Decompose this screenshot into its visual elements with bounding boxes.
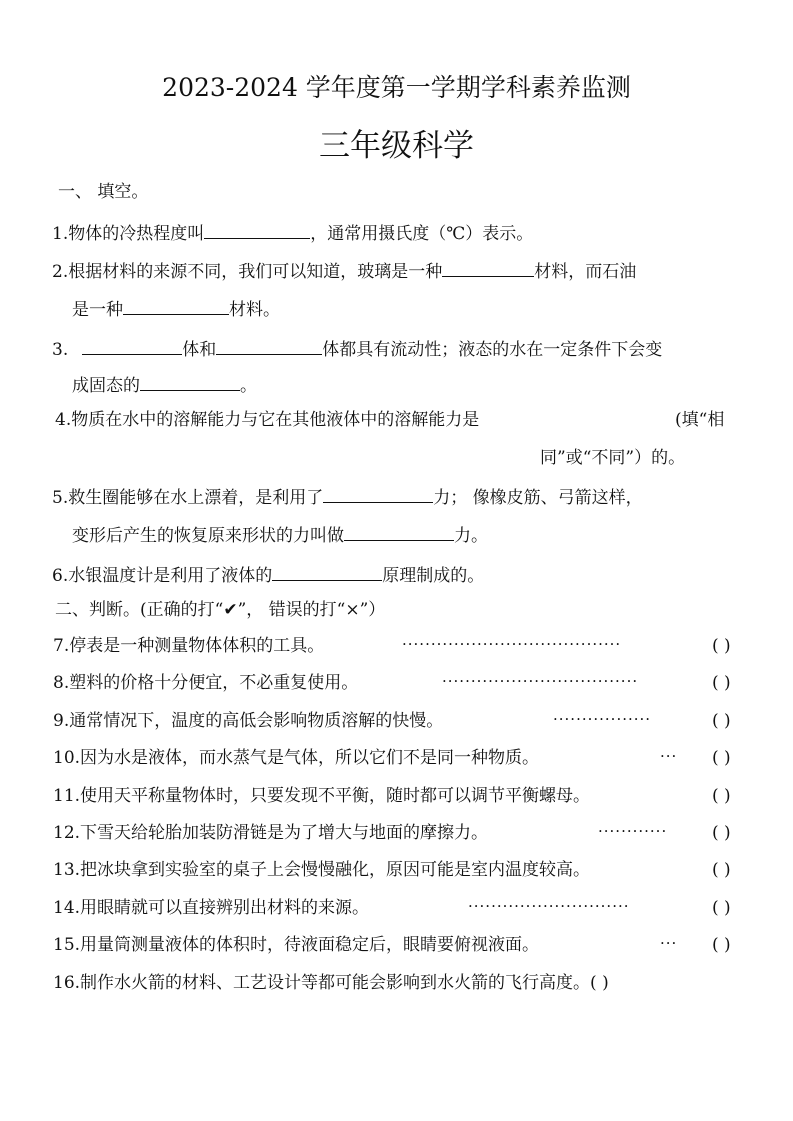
answer-parentheses[interactable]: ( ) xyxy=(712,711,731,731)
q3-text-c: 体都具有流动性；液态的水在一定条件下会变 xyxy=(322,340,663,360)
q3-text-e: 。 xyxy=(240,376,257,396)
judge-item-text: 13.把冰块拿到实验室的桌子上会慢慢融化，原因可能是室内温度较高。 xyxy=(53,860,591,880)
question-1 xyxy=(52,220,533,246)
q4-text-c: 同”或“不同”）的。 xyxy=(540,448,686,468)
q3-text-a: 3. xyxy=(52,340,69,360)
answer-blank[interactable] xyxy=(123,296,229,315)
answer-blank[interactable] xyxy=(344,522,454,541)
question-6 xyxy=(52,562,484,588)
q2-text-d: 材料。 xyxy=(229,300,280,320)
question-5 xyxy=(52,484,643,510)
leader-dots: ······································ xyxy=(402,635,622,653)
judge-item-text: 9.通常情况下，温度的高低会影响物质溶解的快慢。 xyxy=(53,711,444,731)
q1-text-a: 1.物体的冷热程度叫 xyxy=(52,224,205,244)
leader-dots: ·································· xyxy=(442,672,639,690)
q5-text-c: 变形后产生的恢复原来形状的力叫做 xyxy=(72,526,344,546)
q4-text-a: 4.物质在水中的溶解能力与它在其他液体中的溶解能力是 xyxy=(55,410,480,430)
q2-text-b: 材料，而石油 xyxy=(534,262,637,282)
question-5-cont xyxy=(72,522,488,548)
answer-parentheses[interactable]: ( ) xyxy=(712,636,731,656)
question-3 xyxy=(52,336,662,362)
q6-text-b: 原理制成的。 xyxy=(382,566,485,586)
q5-text-b: 力； 像橡皮筋、弓箭这样， xyxy=(433,488,643,508)
q6-text-a: 6.水银温度计是利用了液体的 xyxy=(52,566,273,586)
q5-text-d: 力。 xyxy=(454,526,488,546)
q2-text-c: 是一种 xyxy=(72,300,123,320)
answer-parentheses[interactable]: ( ) xyxy=(712,786,731,806)
question-2-cont xyxy=(72,296,280,322)
answer-blank[interactable] xyxy=(140,372,240,391)
q1-text-b: ，通常用摄氏度（℃）表示。 xyxy=(310,224,534,244)
answer-parentheses[interactable]: ( ) xyxy=(712,673,731,693)
q5-text-a: 5.救生圈能够在水上漂着，是利用了 xyxy=(52,488,324,508)
judge-item-text: 14.用眼睛就可以直接辨别出材料的来源。 xyxy=(53,898,370,918)
answer-blank[interactable] xyxy=(82,336,182,355)
leader-dots: ··· xyxy=(660,934,678,952)
judge-item-last: 16.制作水火箭的材料、工艺设计等都可能会影响到水火箭的飞行高度。( ) xyxy=(53,973,609,993)
leader-dots: ··· xyxy=(660,747,678,765)
question-2 xyxy=(52,258,636,284)
section2-heading: 二、判断。(正确的打“✔”， 错误的打“×”） xyxy=(55,600,386,620)
question-4 xyxy=(55,408,479,432)
judge-item-text: 8.塑料的价格十分便宜，不必重复使用。 xyxy=(53,673,359,693)
answer-blank[interactable] xyxy=(216,336,322,355)
subject-title: 三年级科学 xyxy=(319,128,474,164)
q3-text-d: 成固态的 xyxy=(72,376,140,396)
answer-parentheses[interactable]: ( ) xyxy=(712,748,731,768)
q4-text-b: (填“相 xyxy=(675,410,725,430)
answer-blank[interactable] xyxy=(442,258,534,277)
answer-parentheses[interactable]: ( ) xyxy=(712,935,731,955)
judge-item-text: 10.因为水是液体，而水蒸气是气体，所以它们不是同一种物质。 xyxy=(53,748,540,768)
judge-item-text: 11.使用天平称量物体时，只要发现不平衡，随时都可以调节平衡螺母。 xyxy=(53,786,591,806)
answer-parentheses[interactable]: ( ) xyxy=(712,860,731,880)
answer-parentheses[interactable]: ( ) xyxy=(712,898,731,918)
answer-blank[interactable] xyxy=(204,220,310,239)
judge-item-text: 7.停表是一种测量物体体积的工具。 xyxy=(53,636,325,656)
leader-dots: ············ xyxy=(598,822,668,840)
q3-text-b: 体和 xyxy=(182,340,217,360)
answer-blank[interactable] xyxy=(272,562,382,581)
section1-heading: 一、 填空。 xyxy=(58,182,149,202)
judge-item-text: 12.下雪天给轮胎加装防滑链是为了增大与地面的摩擦力。 xyxy=(53,823,489,843)
question-3-cont xyxy=(72,372,257,398)
answer-parentheses[interactable]: ( ) xyxy=(712,823,731,843)
q2-text-a: 2.根据材料的来源不同，我们可以知道，玻璃是一种 xyxy=(52,262,443,282)
exam-title: 2023-2024 学年度第一学期学科素养监测 xyxy=(162,73,631,102)
leader-dots: ···························· xyxy=(468,897,630,915)
judge-item-text: 15.用量筒测量液体的体积时，待液面稳定后，眼睛要俯视液面。 xyxy=(53,935,540,955)
leader-dots: ················· xyxy=(553,710,652,728)
answer-blank[interactable] xyxy=(323,484,433,503)
